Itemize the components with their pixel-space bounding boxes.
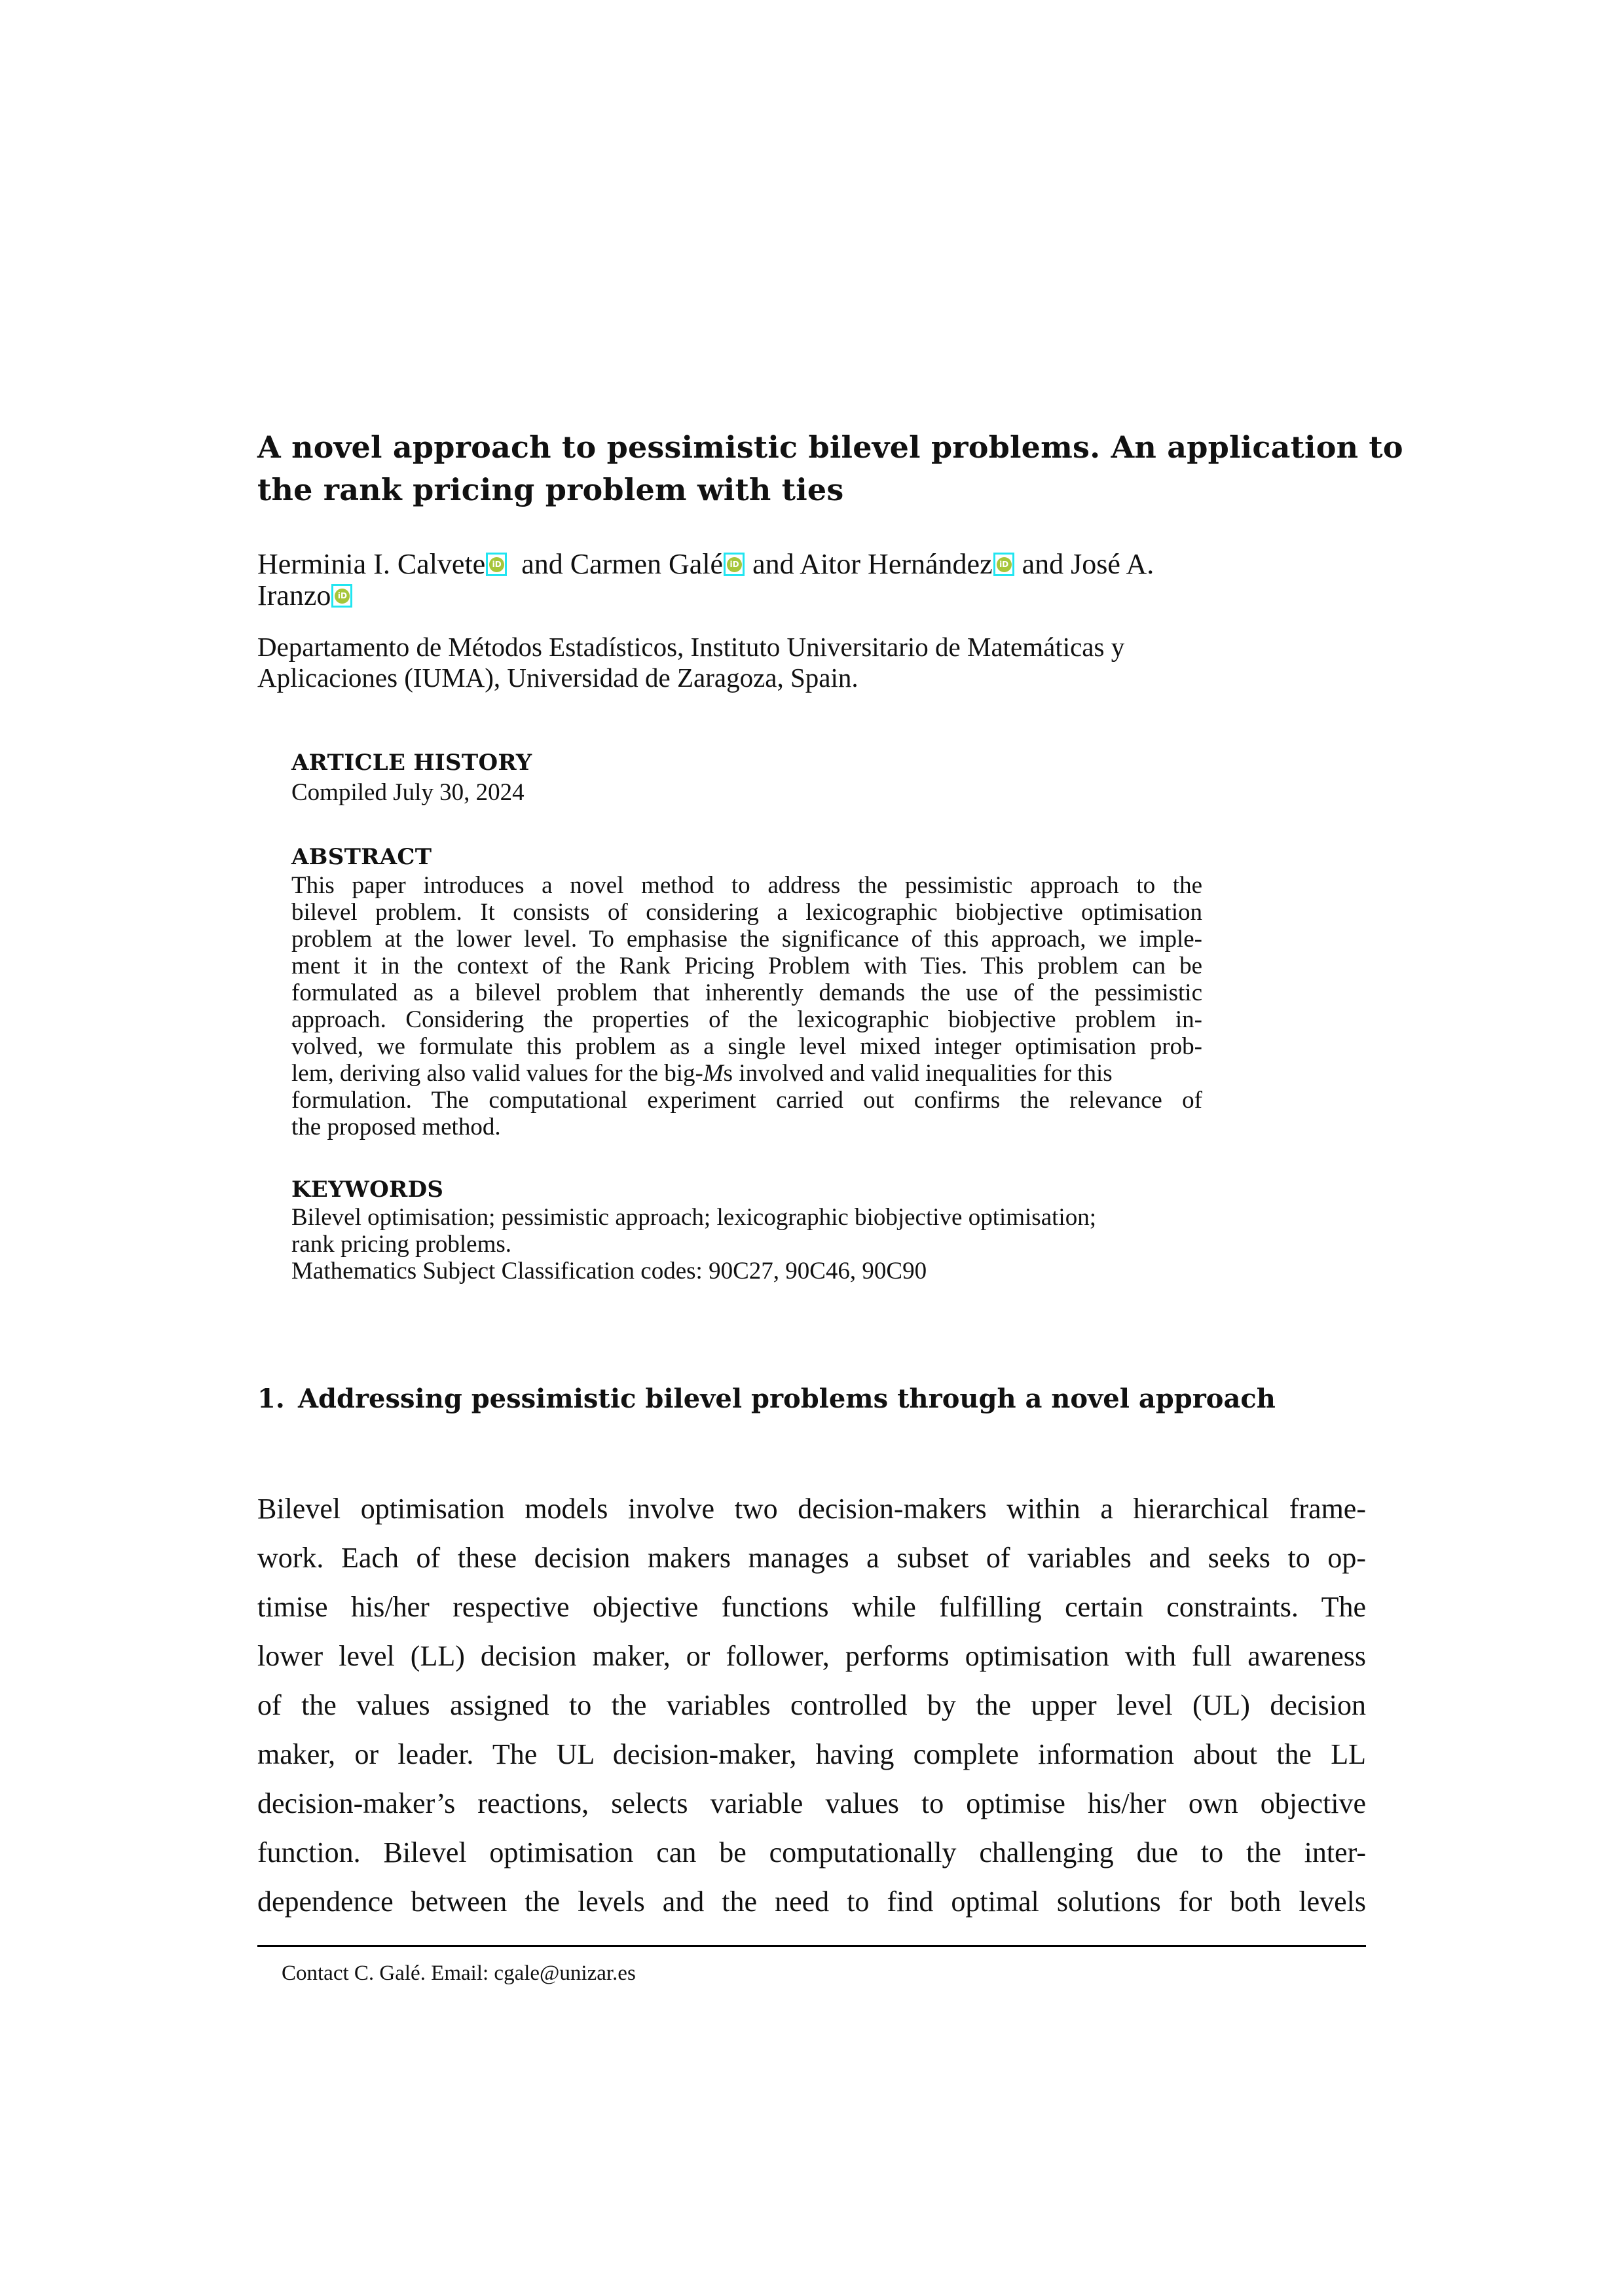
- abstract-line: problem at the lower level. To emphasise the significance of this approach, we imple-: [291, 926, 1202, 953]
- affiliation-line-1: Departamento de Métodos Estadísticos, Instituto Universitario de Matemáticas y: [257, 632, 1125, 662]
- author-name: and Aitor Hernández: [745, 548, 993, 580]
- affiliation-line-2: Aplicaciones (IUMA), Universidad de Zaragoza, Spain.: [257, 663, 858, 693]
- abstract-line: ment it in the context of the Rank Pricing Problem with Ties. This problem can be: [291, 953, 1202, 979]
- body-line: dependence between the levels and the need to find optimal solutions for both levels: [257, 1886, 1366, 1918]
- abstract-line: [291, 1061, 1202, 1085]
- keywords-line: Bilevel optimisation; pessimistic approach; lexicographic biobjective optimisation;: [291, 1204, 1096, 1231]
- orcid-badge-label: iD: [489, 557, 504, 572]
- body-line: lower level (LL) decision maker, or follower, performs optimisation with full awareness: [257, 1640, 1366, 1672]
- body-line: Bilevel optimisation models involve two decision-makers within a hierarchical frame-: [257, 1493, 1366, 1525]
- title-line-2: the rank pricing problem with ties: [257, 472, 844, 507]
- orcid-icon[interactable]: [724, 553, 745, 576]
- body-line: of the values assigned to the variables controlled by the upper level (UL) decision: [257, 1689, 1366, 1721]
- article-history-heading: ARTICLE HISTORY: [291, 750, 532, 776]
- orcid-badge-label: iD: [997, 557, 1012, 572]
- abstract-heading: ABSTRACT: [291, 844, 432, 870]
- author-name: Herminia I. Calvete: [257, 548, 486, 580]
- section-heading: [257, 1383, 1276, 1414]
- abstract-text: s involved and valid inequalities for this: [723, 1060, 1113, 1087]
- abstract-line: This paper introduces a novel method to address the pessimistic approach to the: [291, 872, 1202, 899]
- author-name: and Carmen Galé: [514, 548, 724, 580]
- abstract-line: volved, we formulate this problem as a single level mixed integer optimisation prob-: [291, 1033, 1202, 1060]
- orcid-icon[interactable]: [993, 553, 1014, 576]
- orcid-badge-label: iD: [335, 589, 350, 604]
- footnote-rule: [257, 1945, 1366, 1947]
- author-name: and José A.: [1014, 548, 1154, 580]
- author-line-2: [257, 581, 353, 610]
- author-name: Iranzo: [257, 579, 331, 611]
- section-number: 1.: [257, 1383, 285, 1414]
- abstract-line: formulation. The computational experiment carried out confirms the relevance of: [291, 1087, 1202, 1114]
- body-line: decision-maker’s reactions, selects variable values to optimise his/her own objective: [257, 1787, 1366, 1819]
- abstract-text: lem, deriving also valid values for the big-: [291, 1060, 703, 1087]
- abstract-line: formulated as a bilevel problem that inherently demands the use of the pessimistic: [291, 979, 1202, 1006]
- body-line: work. Each of these decision makers manages a subset of variables and seeks to op-: [257, 1542, 1366, 1574]
- orcid-icon[interactable]: [486, 553, 507, 576]
- body-line: timise his/her respective objective functions while fulfilling certain constraints. The: [257, 1591, 1366, 1623]
- title-line-1: A novel approach to pessimistic bilevel problems. An application to: [257, 429, 1403, 465]
- orcid-icon[interactable]: [331, 584, 352, 608]
- abstract-line: bilevel problem. It consists of considering a lexicographic biobjective optimisation: [291, 899, 1202, 926]
- big-m-symbol: M: [703, 1060, 724, 1087]
- abstract-line-8-head: [291, 1061, 1113, 1085]
- compiled-date: Compiled July 30, 2024: [291, 779, 525, 806]
- contact-footnote: Contact C. Galé. Email: cgale@unizar.es: [282, 1961, 636, 1985]
- body-line: function. Bilevel optimisation can be computationally challenging due to the inter-: [257, 1836, 1366, 1868]
- msc-codes: Mathematics Subject Classification codes: 90C27, 90C46, 90C90: [291, 1258, 927, 1285]
- body-line: maker, or leader. The UL decision-maker, having complete information about the LL: [257, 1738, 1366, 1770]
- orcid-badge-label: iD: [727, 557, 742, 572]
- keywords-line: rank pricing problems.: [291, 1231, 511, 1258]
- keywords-heading: KEYWORDS: [291, 1176, 444, 1203]
- abstract-line: approach. Considering the properties of the lexicographic biobjective problem in-: [291, 1006, 1202, 1033]
- author-line-1: [257, 550, 1154, 579]
- abstract-line: the proposed method.: [291, 1114, 501, 1140]
- section-title: Addressing pessimistic bilevel problems through a novel approach: [298, 1383, 1276, 1414]
